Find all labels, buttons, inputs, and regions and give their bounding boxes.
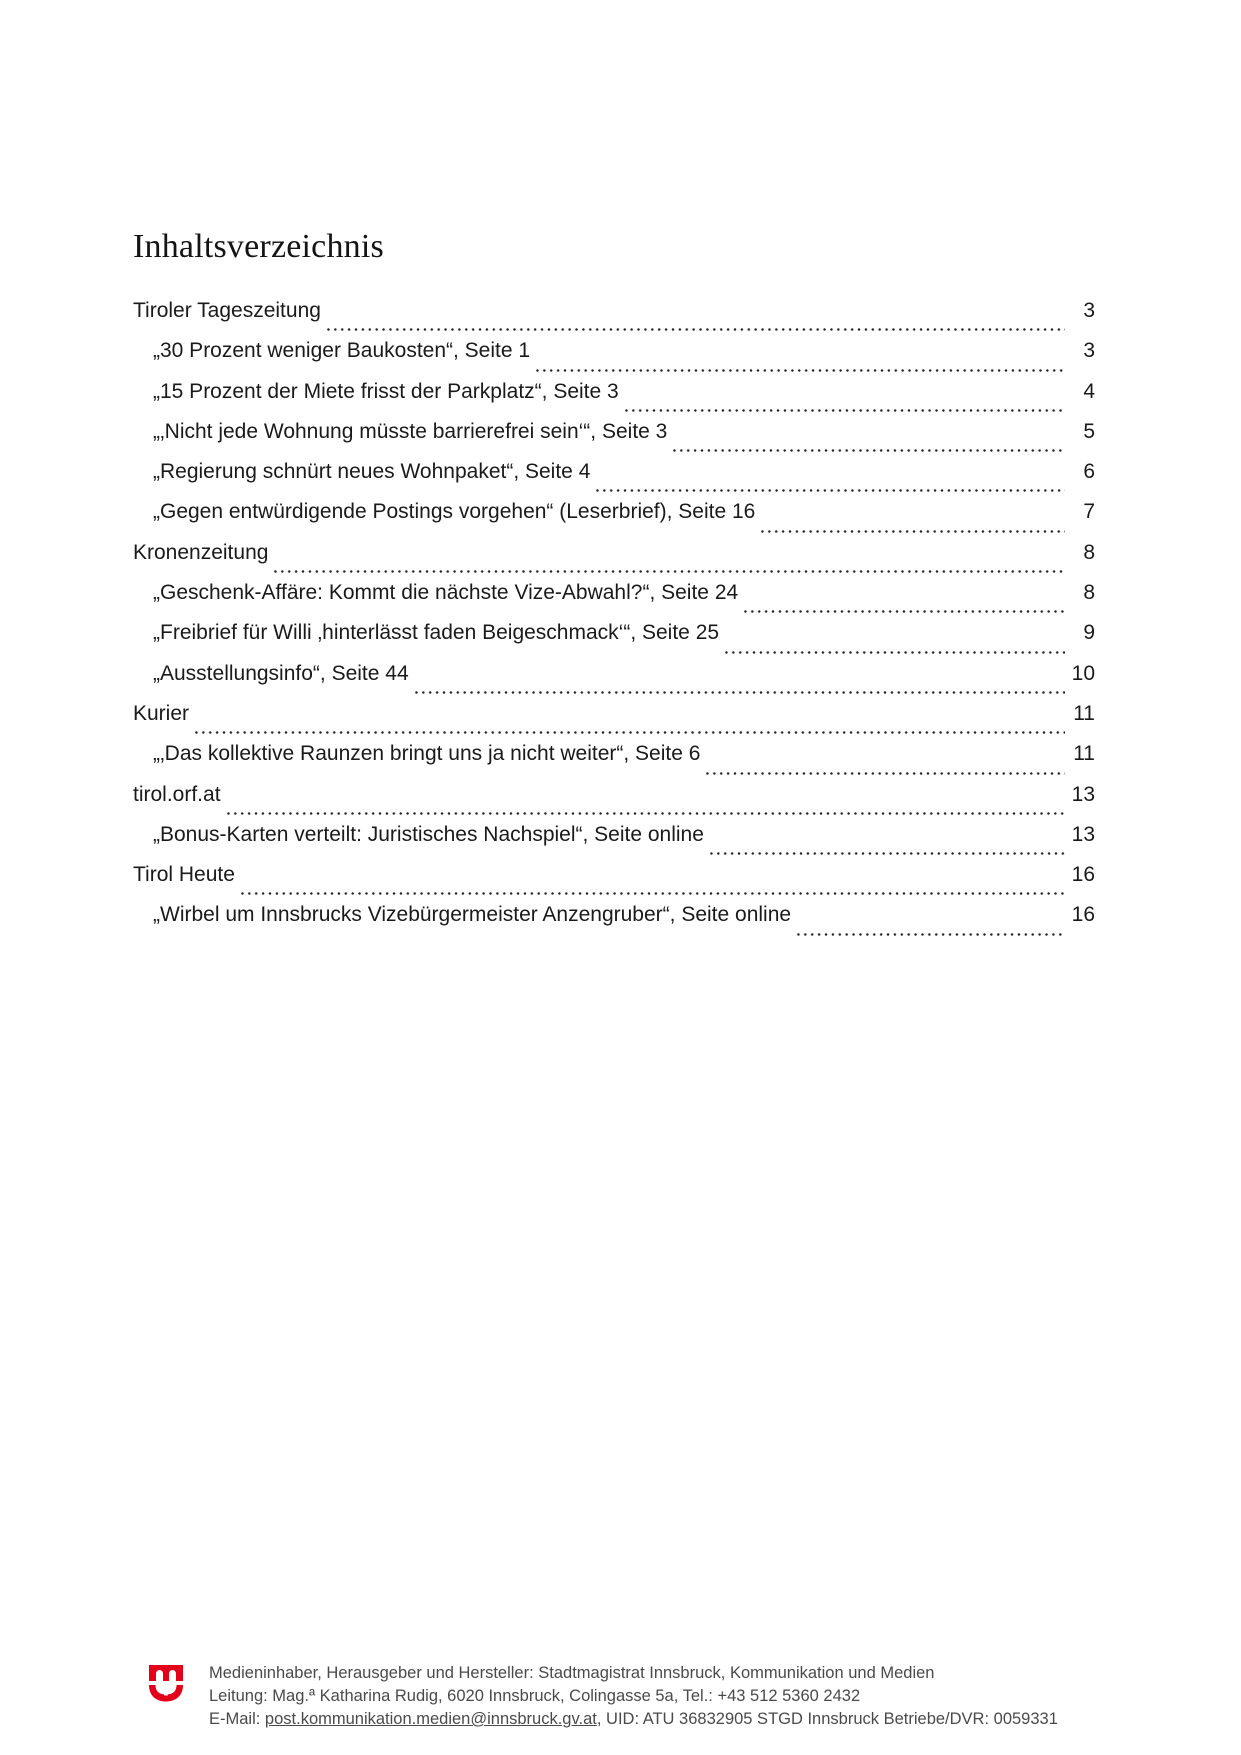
toc-entry[interactable]	[133, 863, 1095, 903]
toc-dot-leader	[413, 691, 1065, 694]
toc-entry[interactable]	[133, 581, 1095, 621]
toc-dot-leader	[708, 852, 1065, 855]
toc-entry-label: „Freibrief für Willi ‚hinterlässt faden Beigeschmack‘“, Seite 25	[153, 621, 720, 645]
toc-dot-leader	[723, 651, 1065, 654]
toc-entry-label: „Bonus-Karten verteilt: Juristisches Nachspiel“, Seite online	[153, 822, 704, 846]
toc-entry[interactable]	[133, 380, 1095, 420]
toc-entry[interactable]	[133, 460, 1095, 500]
toc-entry-label: „15 Prozent der Miete frisst der Parkplatz“, Seite 3	[153, 379, 619, 403]
toc-page-number: 16	[1071, 903, 1095, 927]
toc-page-number: 13	[1071, 782, 1095, 806]
toc-entry-label: „Regierung schnürt neues Wohnpaket“, Seite 4	[153, 460, 591, 484]
toc-page-number: 13	[1071, 822, 1095, 846]
footer-line-contact: Leitung: Mag.ª Katharina Rudig, 6020 Innsbruck, Colingasse 5a, Tel.: +43 512 5360 2432	[209, 1687, 861, 1705]
toc-page-number: 3	[1083, 299, 1095, 322]
page-title: Inhaltsverzeichnis	[133, 228, 384, 265]
toc-dot-leader	[795, 933, 1065, 936]
toc-page-number: 16	[1071, 863, 1095, 887]
toc-dot-leader	[704, 772, 1065, 775]
toc-entry-label: Kronenzeitung	[133, 540, 269, 564]
toc-page-number: 8	[1083, 581, 1095, 605]
toc-entry-label: Kurier	[133, 701, 190, 725]
toc-page-number: 10	[1071, 661, 1095, 685]
toc-dot-leader	[193, 731, 1065, 734]
toc-entry-label: „30 Prozent weniger Baukosten“, Seite 1	[153, 339, 531, 363]
toc-entry-label: „Wirbel um Innsbrucks Vizebürgermeister Anzengruber“, Seite online	[153, 903, 792, 927]
toc-entry-label: „‚Nicht jede Wohnung müsste barrierefrei sein‘“, Seite 3	[153, 419, 668, 443]
page-footer	[149, 1662, 1058, 1731]
toc-dot-leader	[534, 369, 1065, 372]
toc-entry-label: „Geschenk-Affäre: Kommt die nächste Vize-Abwahl?“, Seite 24	[153, 581, 739, 605]
toc-page-number: 4	[1083, 379, 1095, 403]
toc-entry-label: tirol.orf.at	[133, 782, 221, 806]
toc-entry[interactable]	[133, 339, 1095, 379]
toc-page-number: 9	[1083, 621, 1095, 645]
toc-entry-label: „‚Das kollektive Raunzen bringt uns ja nicht weiter“, Seite 6	[153, 742, 701, 766]
toc-page-number: 11	[1073, 742, 1095, 766]
toc-entry[interactable]	[133, 541, 1095, 581]
footer-line-email-uid	[209, 1708, 1058, 1731]
footer-line-publisher: Medieninhaber, Herausgeber und Hersteller: Stadtmagistrat Innsbruck, Kommunikation und Medien	[209, 1664, 935, 1682]
toc-entry-label: Tiroler Tageszeitung	[133, 299, 321, 322]
toc-entry[interactable]	[133, 420, 1095, 460]
toc-dot-leader	[325, 328, 1065, 331]
footer-uid-text: , UID: ATU 36832905 STGD Innsbruck Betriebe/DVR: 0059331	[596, 1710, 1058, 1728]
toc-entry[interactable]	[133, 783, 1095, 823]
toc-dot-leader	[225, 812, 1065, 815]
toc-entry-label: „Gegen entwürdigende Postings vorgehen“ (Leserbrief), Seite 16	[153, 500, 756, 524]
toc-dot-leader	[272, 570, 1065, 573]
toc-dot-leader	[594, 489, 1065, 492]
toc-entry[interactable]	[133, 702, 1095, 742]
toc-page-number: 8	[1083, 540, 1095, 564]
toc-entry[interactable]	[133, 621, 1095, 661]
toc-entry-label: „Ausstellungsinfo“, Seite 44	[153, 661, 409, 685]
toc-dot-leader	[623, 409, 1065, 412]
toc-entry[interactable]	[133, 662, 1095, 702]
innsbruck-logo	[149, 1665, 183, 1702]
toc-entry[interactable]	[133, 500, 1095, 540]
toc-dot-leader	[742, 610, 1065, 613]
footer-email-link[interactable]: post.kommunikation.medien@innsbruck.gv.at	[264, 1710, 597, 1728]
toc-dot-leader	[671, 449, 1065, 452]
toc-page-number: 7	[1083, 500, 1095, 524]
toc-page-number: 3	[1083, 339, 1095, 363]
toc-entry[interactable]	[133, 903, 1095, 943]
toc-page-number: 6	[1083, 460, 1095, 484]
toc-entry-label: Tirol Heute	[133, 863, 235, 887]
toc-entry[interactable]	[133, 299, 1095, 339]
footer-imprint	[209, 1662, 1058, 1731]
toc-page-number: 5	[1083, 419, 1095, 443]
toc-entry[interactable]	[133, 742, 1095, 782]
toc-dot-leader	[239, 892, 1065, 895]
toc-entry[interactable]	[133, 823, 1095, 863]
toc-page-number: 11	[1073, 701, 1095, 725]
footer-email-prefix: E-Mail:	[209, 1710, 265, 1728]
table-of-contents	[133, 299, 1095, 944]
toc-dot-leader	[759, 530, 1065, 533]
